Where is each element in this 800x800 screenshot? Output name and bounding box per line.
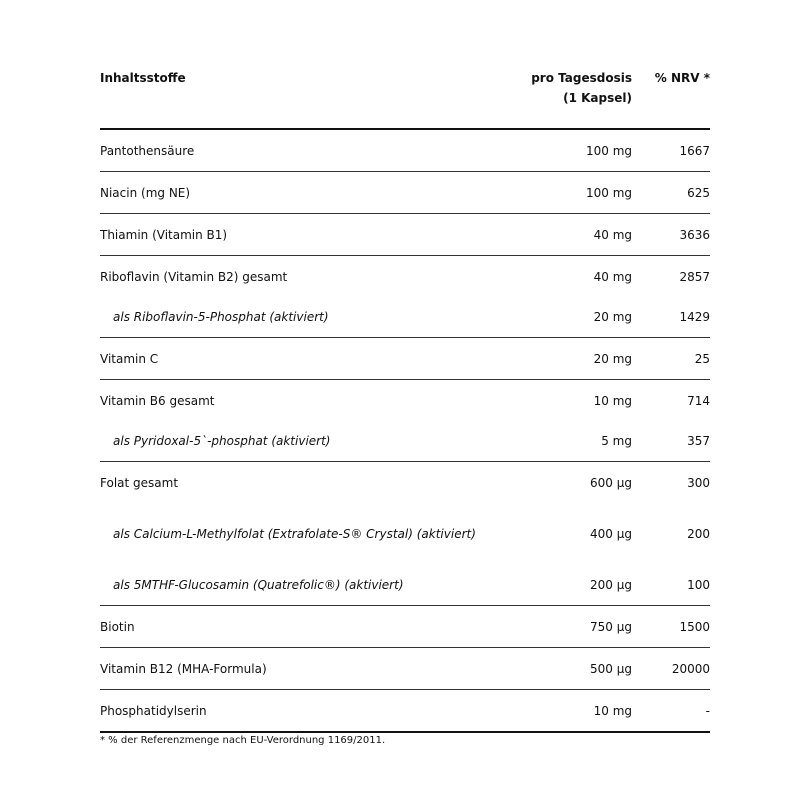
table-row <box>100 690 710 733</box>
ingredient-nrv: 625 <box>687 185 710 200</box>
table-row <box>100 256 710 298</box>
ingredient-nrv: 1500 <box>679 619 710 634</box>
ingredient-name: Vitamin C <box>100 351 159 366</box>
ingredient-nrv: 300 <box>687 475 710 490</box>
ingredient-dose: 5 mg <box>601 434 632 448</box>
ingredient-nrv: 100 <box>687 578 710 592</box>
table-row <box>100 214 710 256</box>
ingredient-name: Vitamin B12 (MHA-Formula) <box>100 661 267 676</box>
ingredient-dose: 100 mg <box>585 185 632 200</box>
ingredient-nrv: 20000 <box>671 661 710 676</box>
header-row <box>100 60 710 129</box>
table-body <box>100 129 710 732</box>
table-row <box>100 129 710 172</box>
ingredient-name: Biotin <box>100 619 135 634</box>
table-row <box>100 172 710 214</box>
header-daily-dose: pro Tagesdosis (1 Kapsel) <box>531 71 632 105</box>
table-subrow <box>100 503 710 565</box>
table-header <box>100 60 710 129</box>
header-nrv: % NRV * <box>654 71 710 85</box>
ingredient-subname: als 5MTHF-Glucosamin (Quatrefolic®) (aktiviert) <box>113 578 404 592</box>
table-row <box>100 338 710 380</box>
ingredient-dose: 40 mg <box>593 269 632 284</box>
ingredient-nrv: 1429 <box>679 310 710 324</box>
footnote: * % der Referenzmenge nach EU-Verordnung 1169/2011. <box>100 735 386 746</box>
ingredient-nrv: 1667 <box>679 143 710 158</box>
table-row <box>100 462 710 504</box>
ingredient-dose: 750 µg <box>590 619 632 634</box>
ingredient-nrv: 714 <box>687 393 710 408</box>
ingredient-nrv: 3636 <box>679 227 710 242</box>
ingredient-nrv: 25 <box>694 351 710 366</box>
table-subrow <box>100 565 710 606</box>
ingredient-name: Niacin (mg NE) <box>100 185 191 200</box>
ingredient-subname: als Calcium-L-Methylfolat (Extrafolate-S® Crystal) (aktiviert) <box>113 527 476 541</box>
ingredient-dose: 10 mg <box>593 393 632 408</box>
ingredient-dose: 10 mg <box>593 703 632 718</box>
ingredient-dose: 500 µg <box>590 661 632 676</box>
ingredient-dose: 20 mg <box>593 351 632 366</box>
ingredient-dose: 200 µg <box>590 578 632 592</box>
ingredient-nrv: 357 <box>687 434 710 448</box>
ingredient-nrv: 2857 <box>679 269 710 284</box>
table-subrow <box>100 421 710 462</box>
ingredient-name: Vitamin B6 gesamt <box>100 393 215 408</box>
ingredient-name: Pantothensäure <box>100 143 195 158</box>
table-row <box>100 380 710 422</box>
nutrient-table-container <box>100 60 710 733</box>
ingredient-subname: als Riboflavin-5-Phosphat (aktiviert) <box>113 310 329 324</box>
ingredient-nrv: 200 <box>687 527 710 541</box>
table-row <box>100 648 710 690</box>
table-row <box>100 606 710 648</box>
ingredient-name: Folat gesamt <box>100 475 179 490</box>
ingredient-dose: 40 mg <box>593 227 632 242</box>
ingredient-name: Riboflavin (Vitamin B2) gesamt <box>100 269 288 284</box>
ingredient-dose: 20 mg <box>593 310 632 324</box>
table-subrow <box>100 297 710 338</box>
ingredient-subname: als Pyridoxal-5`-phosphat (aktiviert) <box>113 434 331 448</box>
nutrient-table <box>100 60 710 733</box>
header-ingredients: Inhaltsstoffe <box>100 71 186 85</box>
ingredient-name: Thiamin (Vitamin B1) <box>100 227 228 242</box>
ingredient-dose: 400 µg <box>590 527 632 541</box>
ingredient-name: Phosphatidylserin <box>100 703 207 718</box>
ingredient-dose: 100 mg <box>585 143 632 158</box>
ingredient-dose: 600 µg <box>590 475 632 490</box>
ingredient-nrv: - <box>705 703 710 718</box>
